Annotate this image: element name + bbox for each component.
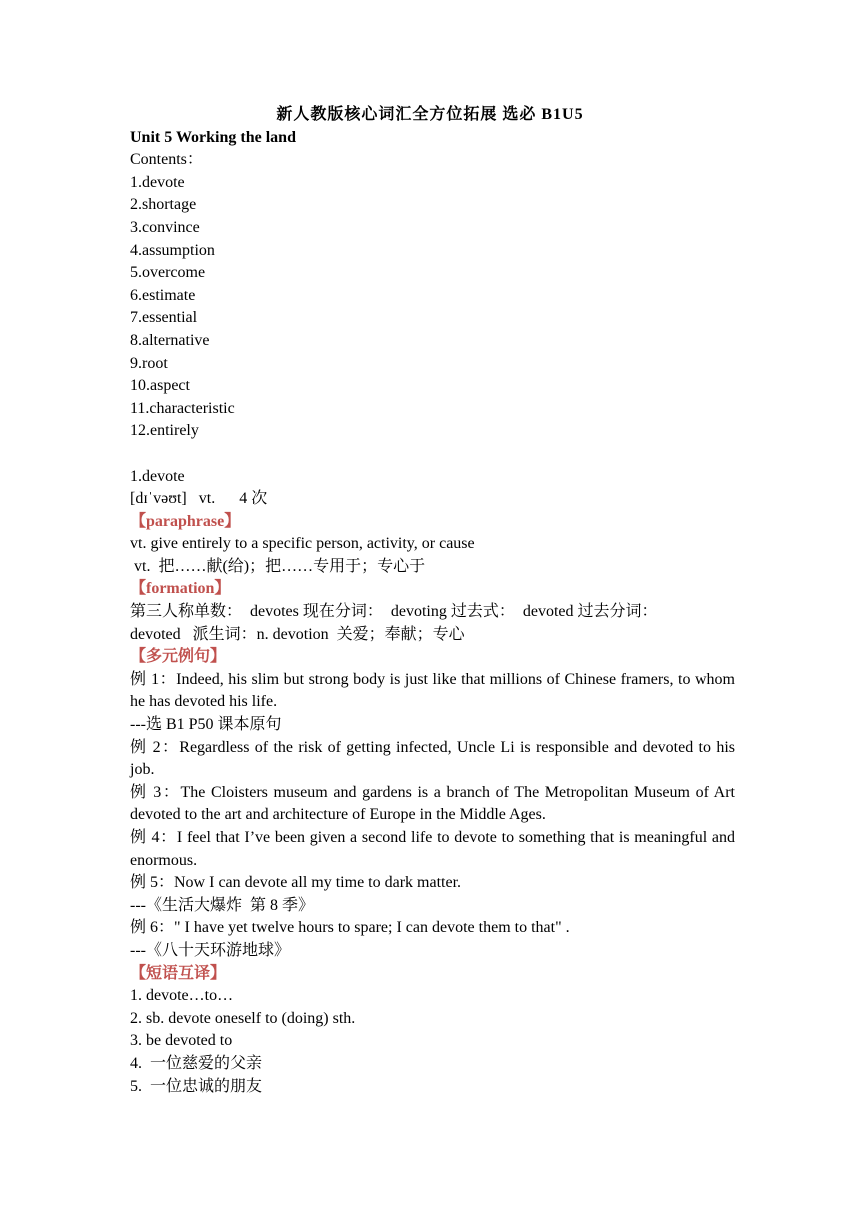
contents-item: 8.alternative [130, 331, 210, 349]
phrase-item: 5. 一位忠诚的朋友 [130, 1077, 263, 1095]
paraphrase-chinese: vt. 把……献(给)；把……专用于；专心于 [130, 557, 426, 575]
document-body [130, 104, 739, 1098]
example-sentence: 例 6：" I have yet twelve hours to spare; I can devote them to that" . [130, 919, 570, 937]
contents-item: 1.devote [130, 173, 185, 191]
contents-item: 6.estimate [130, 286, 196, 304]
contents-item: 4.assumption [130, 241, 215, 259]
example-source: ---《生活大爆炸 第 8 季》 [130, 896, 314, 914]
paraphrase-heading: 【paraphrase】 [130, 512, 241, 530]
example-sentence: 例 5：Now I can devote all my time to dark matter. [130, 874, 462, 892]
formation-line: devoted 派生词：n. devotion 关爱；奉献；专心 [130, 625, 465, 643]
document-title: 新人教版核心词汇全方位拓展 选必 B1U5 [276, 106, 584, 123]
entry-word: 1.devote [130, 467, 185, 485]
contents-item: 5.overcome [130, 264, 206, 282]
example-sentence: 例 3：The Cloisters museum and gardens is a branch of The Metropolitan Museum of Art devoted to the art and architecture of Europe in the Middle Ages. [130, 783, 739, 824]
contents-item: 3.convince [130, 218, 200, 236]
phrase-item: 1. devote…to… [130, 987, 234, 1005]
contents-item: 7.essential [130, 309, 198, 327]
unit-title: Unit 5 Working the land [130, 128, 296, 146]
spacer [130, 443, 735, 466]
example-sentence: 例 2：Regardless of the risk of getting infected, Uncle Li is responsible and devoted to his job. [130, 738, 739, 779]
contents-item: 11.characteristic [130, 399, 235, 417]
example-sentence: 例 1：Indeed, his slim but strong body is just like that millions of Chinese framers, to whom he has devoted his life. [130, 670, 739, 711]
phrase-item: 3. be devoted to [130, 1032, 233, 1050]
phrase-item: 4. 一位慈爱的父亲 [130, 1054, 263, 1072]
contents-item: 12.entirely [130, 422, 199, 440]
examples-list [130, 669, 739, 963]
phrase-item: 2. sb. devote oneself to (doing) sth. [130, 1009, 356, 1027]
example-source: ---《八十天环游地球》 [130, 941, 290, 959]
contents-list [130, 172, 735, 443]
formation-heading: 【formation】 [130, 580, 231, 598]
entry-phonetic: [dɪˈvəʊt] vt. 4 次 [130, 490, 268, 508]
contents-item: 2.shortage [130, 196, 197, 214]
examples-heading: 【多元例句】 [130, 648, 227, 666]
example-source: ---选 B1 P50 课本原句 [130, 716, 282, 734]
paraphrase-english: vt. give entirely to a specific person, activity, or cause [130, 535, 475, 553]
contents-item: 9.root [130, 354, 168, 372]
contents-item: 10.aspect [130, 377, 190, 395]
phrases-list [130, 985, 735, 1098]
example-sentence: 例 4：I feel that I’ve been given a second life to devote to something that is meaningful and enormous. [130, 829, 739, 869]
phrases-heading: 【短语互译】 [130, 964, 227, 982]
formation-line: 第三人称单数： devotes 现在分词： devoting 过去式： devoted 过去分词： [130, 603, 658, 621]
contents-label: Contents： [130, 151, 203, 169]
